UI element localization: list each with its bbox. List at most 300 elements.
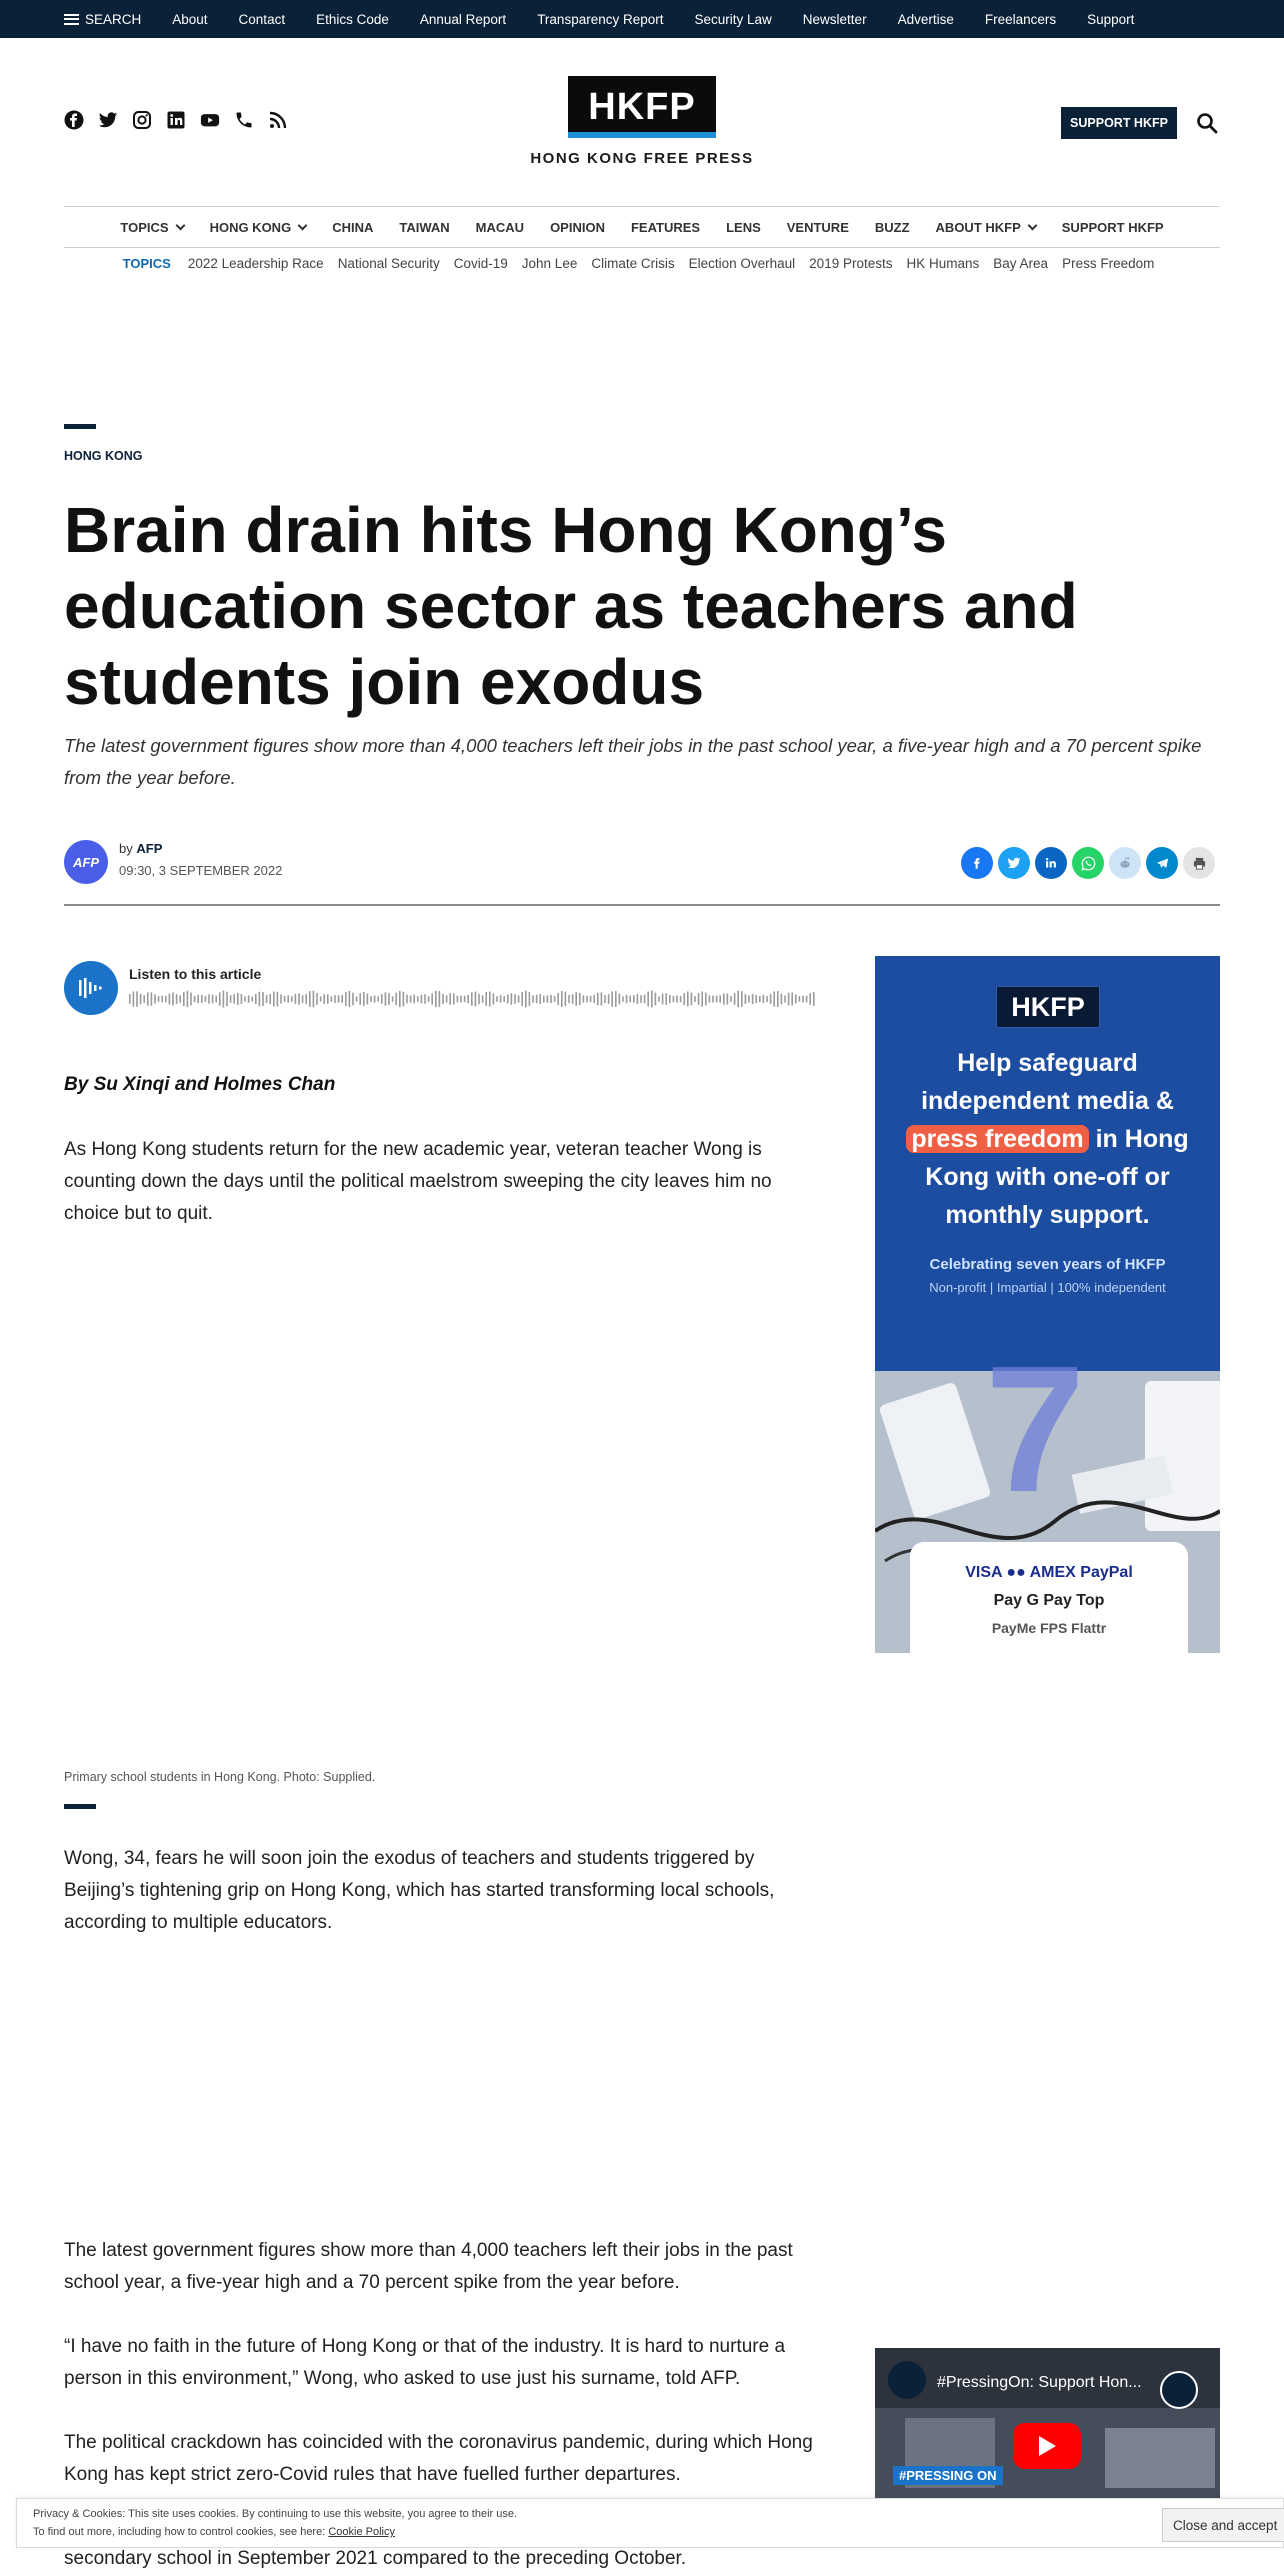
social-links — [64, 110, 288, 130]
waveform-bar — [251, 996, 253, 1001]
cookie-text: Privacy & Cookies: This site uses cookies. By continuing to use this website, you agree to their use. — [33, 2508, 518, 2520]
logo-subtitle: HONG KONG FREE PRESS — [530, 150, 754, 167]
waveform-bar — [583, 995, 585, 1002]
ad-highlight: press freedom — [906, 1125, 1088, 1153]
waveform-bar — [773, 991, 775, 1006]
logo-text: HKFP — [588, 85, 696, 128]
waveform-bar — [579, 993, 581, 1005]
waveform-bar — [727, 993, 729, 1004]
nav-item-macau[interactable]: MACAU — [475, 219, 525, 235]
topic-link[interactable]: 2022 Leadership Race — [187, 255, 324, 271]
waveform-bar — [421, 995, 423, 1004]
waveform-bar — [291, 996, 293, 1002]
topic-link[interactable]: 2019 Protests — [809, 255, 893, 271]
waveform-bar — [655, 993, 657, 1006]
topbar-link-annual-report[interactable]: Annual Report — [419, 11, 507, 27]
waveform-bar — [183, 992, 185, 1006]
waveform-bar — [284, 996, 286, 1002]
search-menu-button[interactable] — [64, 12, 141, 27]
waveform-bar — [302, 995, 304, 1003]
waveform-bar — [575, 992, 577, 1006]
waveform-bar — [809, 993, 811, 1004]
waveform-bar — [629, 996, 631, 1003]
waveform-bar — [687, 991, 689, 1006]
topics-label: TOPICS — [122, 255, 171, 271]
ad-tagline: Non-profit | Impartial | 100% independent — [929, 1280, 1166, 1295]
waveform-bar — [338, 995, 340, 1002]
waveform-bar — [158, 996, 160, 1002]
waveform-bar — [255, 994, 257, 1004]
share-buttons — [961, 847, 1215, 879]
nav-item-buzz[interactable]: BUZZ — [874, 219, 910, 235]
waveform-bar — [601, 992, 603, 1005]
waveform-bar — [734, 993, 736, 1005]
waveform-bar — [475, 992, 477, 1007]
waveform-bar — [521, 992, 523, 1006]
waveform-bar — [172, 992, 174, 1005]
waveform-bar — [165, 996, 167, 1002]
cookie-banner — [16, 2498, 1284, 2548]
waveform-bar — [269, 994, 271, 1004]
topic-link[interactable]: HK Humans — [906, 255, 980, 271]
waveform-bar — [248, 995, 250, 1002]
ad-message — [895, 1044, 1200, 1234]
waveform-bar — [799, 996, 801, 1002]
waveform-bar — [277, 992, 279, 1006]
share-twitter-icon[interactable] — [998, 847, 1030, 879]
waveform-bar — [683, 993, 685, 1005]
topbar-link-support[interactable]: Support — [1087, 11, 1135, 27]
payment-row: PayMe FPS Flattr — [991, 1620, 1107, 1636]
waveform-bar — [705, 993, 707, 1006]
waveform-bar — [320, 996, 322, 1001]
instagram-icon[interactable] — [132, 110, 152, 130]
nav-item-support-hkfp[interactable]: SUPPORT HKFP — [1061, 219, 1164, 235]
waveform-bar — [406, 995, 408, 1004]
waveform-bar — [586, 996, 588, 1003]
waveform-bar — [813, 992, 815, 1006]
waveform-bar — [309, 991, 311, 1007]
waveform-bar — [802, 996, 804, 1003]
waveform-bar — [262, 992, 264, 1006]
waveform-bar — [507, 995, 509, 1004]
waveform-bar — [532, 995, 534, 1002]
waveform-bar — [237, 993, 239, 1005]
topbar-link-transparency-report[interactable]: Transparency Report — [537, 11, 664, 27]
ad-message-line1: Help safeguard independent media & — [921, 1049, 1174, 1115]
linkedin-icon[interactable] — [166, 110, 186, 130]
twitter-icon[interactable] — [98, 110, 118, 130]
waveform-bar — [561, 991, 563, 1007]
byline — [119, 841, 162, 856]
waveform-bar — [489, 991, 491, 1006]
waveform-bar — [424, 994, 426, 1004]
share-telegram-icon[interactable] — [1146, 847, 1178, 879]
waveform-bar — [781, 994, 783, 1005]
article-paragraph: The latest government figures show more than 4,000 teachers left their jobs in the past school year, a five-year high and a 70 percent spike from the year before. — [64, 2240, 793, 2293]
waveform-bar — [755, 995, 757, 1003]
waveform-bar — [316, 993, 318, 1005]
waveform-bar — [529, 992, 531, 1006]
print-icon[interactable] — [1183, 847, 1215, 879]
topic-link[interactable]: National Security — [337, 255, 440, 271]
waveform-bar — [428, 996, 430, 1002]
waveform-bar — [493, 993, 495, 1004]
waveform-bar — [244, 996, 246, 1001]
waveform-bar — [190, 993, 192, 1006]
waveform-bar — [701, 991, 703, 1006]
topbar-link-freelancers[interactable]: Freelancers — [984, 11, 1057, 27]
payment-methods — [910, 1542, 1188, 1653]
topbar-link-about[interactable]: About — [172, 11, 208, 27]
waveform-bar — [331, 996, 333, 1002]
waveform-bar — [471, 992, 473, 1006]
waveform-bar — [568, 995, 570, 1003]
waveform-bar — [399, 991, 401, 1007]
nav-label: TOPICS — [120, 219, 169, 235]
waveform-bar — [770, 994, 772, 1004]
cookie-text-more — [33, 2526, 395, 2538]
waveform-bar — [352, 993, 354, 1006]
image-caption: Primary school students in Hong Kong. Photo: Supplied. — [64, 1770, 376, 1784]
waveform-bar — [597, 993, 599, 1006]
cookie-policy-link[interactable]: Cookie Policy — [328, 2526, 395, 2538]
waveform-bar — [619, 994, 621, 1005]
waveform-bar — [179, 995, 181, 1002]
waveform-bar — [572, 994, 574, 1004]
nav-item-features[interactable]: FEATURES — [630, 219, 701, 235]
waveform-bar — [431, 993, 433, 1004]
topic-link[interactable]: Election Overhaul — [688, 255, 796, 271]
ad-logo: HKFP — [996, 986, 1100, 1028]
topic-link[interactable]: Covid-19 — [453, 255, 508, 271]
topics-bar — [64, 252, 1220, 274]
waveform-bar — [525, 991, 527, 1008]
waveform-bar — [658, 996, 660, 1001]
waveform-bar — [334, 995, 336, 1003]
waveform-bar — [280, 994, 282, 1003]
waveform-bar — [500, 995, 502, 1002]
waveform-bar — [691, 993, 693, 1006]
waveform-bar — [737, 991, 739, 1008]
waveform-bar — [608, 994, 610, 1004]
waveform-bar — [230, 995, 232, 1002]
ad-message-line2: in Hong Kong with one-off or monthly support. — [925, 1125, 1189, 1229]
search-icon[interactable] — [1195, 111, 1219, 135]
waveform-bar — [611, 991, 613, 1006]
waveform-bar — [439, 991, 441, 1007]
phone-icon[interactable] — [234, 110, 254, 130]
ad-seven-graphic: 7 — [985, 1329, 1086, 1530]
waveform-bar — [665, 993, 667, 1005]
waveform-bar — [349, 991, 351, 1007]
waveform-bar — [219, 992, 221, 1005]
waveform-bar — [208, 994, 210, 1003]
article-authors: By Su Xinqi and Holmes Chan — [64, 1074, 336, 1095]
waveform-bar — [327, 994, 329, 1003]
waveform-bar — [503, 996, 505, 1002]
article-paragraph: “I have no faith in the future of Hong Kong or that of the industry. It is hard to nurture a person in this environment,” Wong, who asked to use just his surname, told AFP. — [64, 2336, 786, 2389]
waveform-bar — [194, 996, 196, 1002]
main-nav — [64, 206, 1220, 248]
audio-label: Listen to this article — [129, 966, 262, 982]
publish-date: 09:30, 3 SEPTEMBER 2022 — [119, 863, 283, 878]
waveform-bar — [730, 996, 732, 1002]
waveform-bar — [647, 992, 649, 1007]
waveform-bar — [197, 995, 199, 1003]
topic-link[interactable]: Bay Area — [993, 255, 1049, 271]
waveform-bar — [341, 995, 343, 1003]
waveform-bar — [201, 995, 203, 1003]
waveform-bar — [752, 994, 754, 1004]
facebook-icon[interactable] — [64, 110, 84, 130]
rss-icon[interactable] — [268, 110, 288, 130]
nav-item-venture[interactable]: VENTURE — [786, 219, 849, 235]
waveform-bar — [593, 995, 595, 1003]
top-bar — [0, 0, 1284, 38]
chevron-down-icon — [1027, 220, 1037, 230]
article-headline: Brain drain hits Hong Kong’s education sector as teachers and students join exodus — [64, 494, 1078, 718]
waveform-bar — [154, 994, 156, 1003]
waveform-bar — [518, 996, 520, 1003]
byline-prefix: by — [119, 841, 133, 856]
play-icon[interactable] — [1013, 2423, 1081, 2469]
waveform-bar — [651, 991, 653, 1008]
audio-wave-icon — [76, 976, 106, 1000]
waveform-bar — [716, 996, 718, 1003]
share-reddit-icon[interactable] — [1109, 847, 1141, 879]
waveform-bar — [446, 995, 448, 1002]
waveform-bar — [233, 994, 235, 1003]
waveform-bar — [259, 992, 261, 1006]
waveform-bar — [215, 996, 217, 1003]
waveform-bar — [395, 993, 397, 1005]
waveform-bar — [745, 994, 747, 1004]
waveform-bar — [161, 996, 163, 1003]
logo-accent-bar — [568, 132, 716, 138]
video-tag: #PRESSING ON — [893, 2466, 1003, 2485]
ad-celebrating: Celebrating seven years of HKFP — [929, 1256, 1166, 1273]
waveform-bar — [662, 994, 664, 1005]
waveform-bar — [356, 996, 358, 1001]
waveform-bar — [313, 991, 315, 1008]
waveform-bar — [748, 996, 750, 1003]
waveform-bar — [323, 994, 325, 1004]
waveform-bar — [759, 996, 761, 1002]
waveform-bar — [467, 995, 469, 1003]
search-label: SEARCH — [85, 11, 142, 27]
waveform-bar — [482, 995, 484, 1002]
waveform-bar — [370, 996, 372, 1002]
waveform-bar — [403, 992, 405, 1007]
waveform-bar — [741, 991, 743, 1007]
waveform-bar — [795, 995, 797, 1004]
waveform-bar — [565, 992, 567, 1007]
waveform-bar — [547, 995, 549, 1002]
nav-label: ABOUT HKFP — [935, 219, 1021, 235]
cookie-text-prefix: To find out more, including how to control cookies, see here: — [33, 2526, 326, 2538]
waveform-bar — [442, 994, 444, 1004]
waveform-bar — [763, 995, 765, 1003]
waveform-bar — [622, 996, 624, 1001]
waveform-bar — [453, 994, 455, 1005]
waveform-bar — [241, 994, 243, 1004]
waveform-bar — [791, 992, 793, 1005]
waveform-bar — [266, 995, 268, 1003]
waveform-bar — [806, 996, 808, 1002]
nav-item-hong-kong[interactable] — [210, 220, 307, 235]
audio-play-button[interactable] — [64, 961, 118, 1015]
support-hkfp-button[interactable]: SUPPORT HKFP — [1061, 107, 1177, 139]
waveform-bar — [212, 995, 214, 1004]
waveform-bar — [644, 995, 646, 1004]
waveform-bar — [359, 993, 361, 1005]
waveform-bar — [287, 995, 289, 1002]
chevron-down-icon — [298, 220, 308, 230]
waveform-bar — [712, 996, 714, 1003]
nav-item-topics[interactable] — [120, 220, 183, 235]
waveform-bar — [766, 996, 768, 1002]
waveform-bar — [273, 991, 275, 1006]
waveform-bar — [223, 991, 225, 1008]
topbar-link-security-law[interactable]: Security Law — [694, 11, 772, 27]
waveform-bar — [305, 994, 307, 1004]
waveform-bar — [485, 992, 487, 1006]
waveform-bar — [514, 994, 516, 1004]
topbar-link-contact[interactable]: Contact — [238, 11, 286, 27]
waveform-bar — [136, 991, 138, 1007]
nav-item-taiwan[interactable]: TAIWAN — [399, 219, 450, 235]
audio-waveform[interactable] — [129, 988, 815, 1010]
waveform-bar — [694, 996, 696, 1002]
waveform-bar — [590, 996, 592, 1002]
waveform-bar — [496, 996, 498, 1002]
topbar-link-ethics-code[interactable]: Ethics Code — [316, 11, 389, 27]
waveform-bar — [709, 995, 711, 1002]
waveform-bar — [377, 996, 379, 1001]
chevron-down-icon — [175, 220, 185, 230]
waveform-bar — [226, 992, 228, 1006]
waveform-bar — [385, 992, 387, 1005]
topic-link[interactable]: Press Freedom — [1062, 255, 1155, 271]
share-facebook-icon[interactable] — [961, 847, 993, 879]
waveform-bar — [676, 995, 678, 1002]
nav-item-china[interactable]: CHINA — [332, 219, 374, 235]
waveform-bar — [557, 993, 559, 1005]
waveform-bar — [143, 995, 145, 1003]
waveform-bar — [140, 994, 142, 1004]
nav-item-lens[interactable]: LENS — [726, 219, 761, 235]
waveform-bar — [410, 995, 412, 1002]
waveform-bar — [543, 996, 545, 1003]
article-paragraph: The political crackdown has coincided with the coronavirus pandemic, during which Hong Kong has kept strict zero-Covid rules that have fuelled further departures. — [64, 2432, 813, 2485]
waveform-bar — [388, 993, 390, 1005]
topbar-link-newsletter[interactable]: Newsletter — [802, 11, 867, 27]
share-whatsapp-icon[interactable] — [1072, 847, 1104, 879]
topbar-link-advertise[interactable]: Advertise — [897, 11, 954, 27]
waveform-bar — [169, 993, 171, 1004]
site-logo[interactable] — [568, 76, 716, 138]
waveform-bar — [615, 991, 617, 1007]
nav-item-opinion[interactable]: OPINION — [550, 219, 605, 235]
waveform-bar — [381, 994, 383, 1004]
waveform-bar — [457, 996, 459, 1003]
waveform-bar — [478, 994, 480, 1004]
waveform-bar — [449, 993, 451, 1005]
nav-label: HONG KONG — [209, 219, 292, 235]
waveform-bar — [719, 995, 721, 1002]
waveform-bar — [669, 995, 671, 1003]
topic-link[interactable]: John Lee — [521, 255, 578, 271]
waveform-bar — [374, 996, 376, 1003]
waveform-bar — [550, 995, 552, 1003]
waveform-bar — [151, 992, 153, 1005]
article-paragraph: Wong, 34, fears he will soon join the exodus of teachers and students triggered by Beijing’s tightening grip on Hong Kong, which has started transforming local schools, according to multiple educators. — [64, 1848, 775, 1933]
youtube-icon[interactable] — [200, 110, 220, 130]
menu-icon — [64, 14, 79, 25]
topic-link[interactable]: Climate Crisis — [591, 255, 675, 271]
waveform-bar — [392, 996, 394, 1001]
close-and-accept-button[interactable]: Close and accept — [1162, 2508, 1284, 2542]
video-embed[interactable] — [875, 2348, 1220, 2498]
waveform-bar — [680, 996, 682, 1002]
waveform-bar — [539, 994, 541, 1004]
share-linkedin-icon[interactable] — [1035, 847, 1067, 879]
waveform-bar — [673, 996, 675, 1002]
waveform-bar — [345, 992, 347, 1006]
waveform-bar — [464, 996, 466, 1002]
waveform-bar — [604, 995, 606, 1003]
waveform-bar — [777, 991, 779, 1007]
waveform-bar — [129, 994, 131, 1004]
support-ad-banner[interactable] — [875, 956, 1220, 1653]
waveform-bar — [147, 992, 149, 1005]
kicker-divider — [64, 424, 96, 429]
waveform-bar — [187, 991, 189, 1007]
waveform-bar — [784, 996, 786, 1003]
waveform-bar — [413, 995, 415, 1004]
waveform-bar — [626, 995, 628, 1003]
waveform-bar — [723, 993, 725, 1004]
waveform-bar — [640, 995, 642, 1003]
waveform-bar — [435, 991, 437, 1007]
waveform-bar — [637, 994, 639, 1004]
waveform-bar — [417, 996, 419, 1002]
waveform-bar — [295, 994, 297, 1004]
waveform-bar — [205, 996, 207, 1002]
waveform-bar — [788, 993, 790, 1006]
waveform-bar — [511, 993, 513, 1005]
article-dek: The latest government figures show more than 4,000 teachers left their jobs in the past school year, a five-year high and a 70 percent spike from the year before. — [64, 735, 1202, 788]
header-divider — [64, 904, 1220, 906]
waveform-bar — [633, 995, 635, 1002]
author-link[interactable]: AFP — [136, 841, 163, 856]
waveform-bar — [363, 992, 365, 1006]
article-paragraph: As Hong Kong students return for the new academic year, veteran teacher Wong is counting down the days until the political maelstrom sweeping the city leaves him no choice but to quit. — [64, 1139, 772, 1224]
waveform-bar — [133, 991, 135, 1006]
waveform-bar — [460, 996, 462, 1003]
author-avatar[interactable]: AFP — [64, 840, 108, 884]
nav-item-about-hkfp[interactable] — [936, 220, 1036, 235]
article-paragraph-partial: secondary school in September 2021 compared to the preceding October. — [64, 2548, 687, 2568]
waveform-bar — [298, 993, 300, 1004]
waveform-bar — [367, 994, 369, 1005]
caption-divider — [64, 1804, 96, 1809]
article-category[interactable]: HONG KONG — [64, 449, 143, 463]
waveform-bar — [554, 996, 556, 1002]
waveform-bar — [536, 995, 538, 1004]
video-title[interactable]: #PressingOn: Support Hon... — [937, 2374, 1142, 2391]
